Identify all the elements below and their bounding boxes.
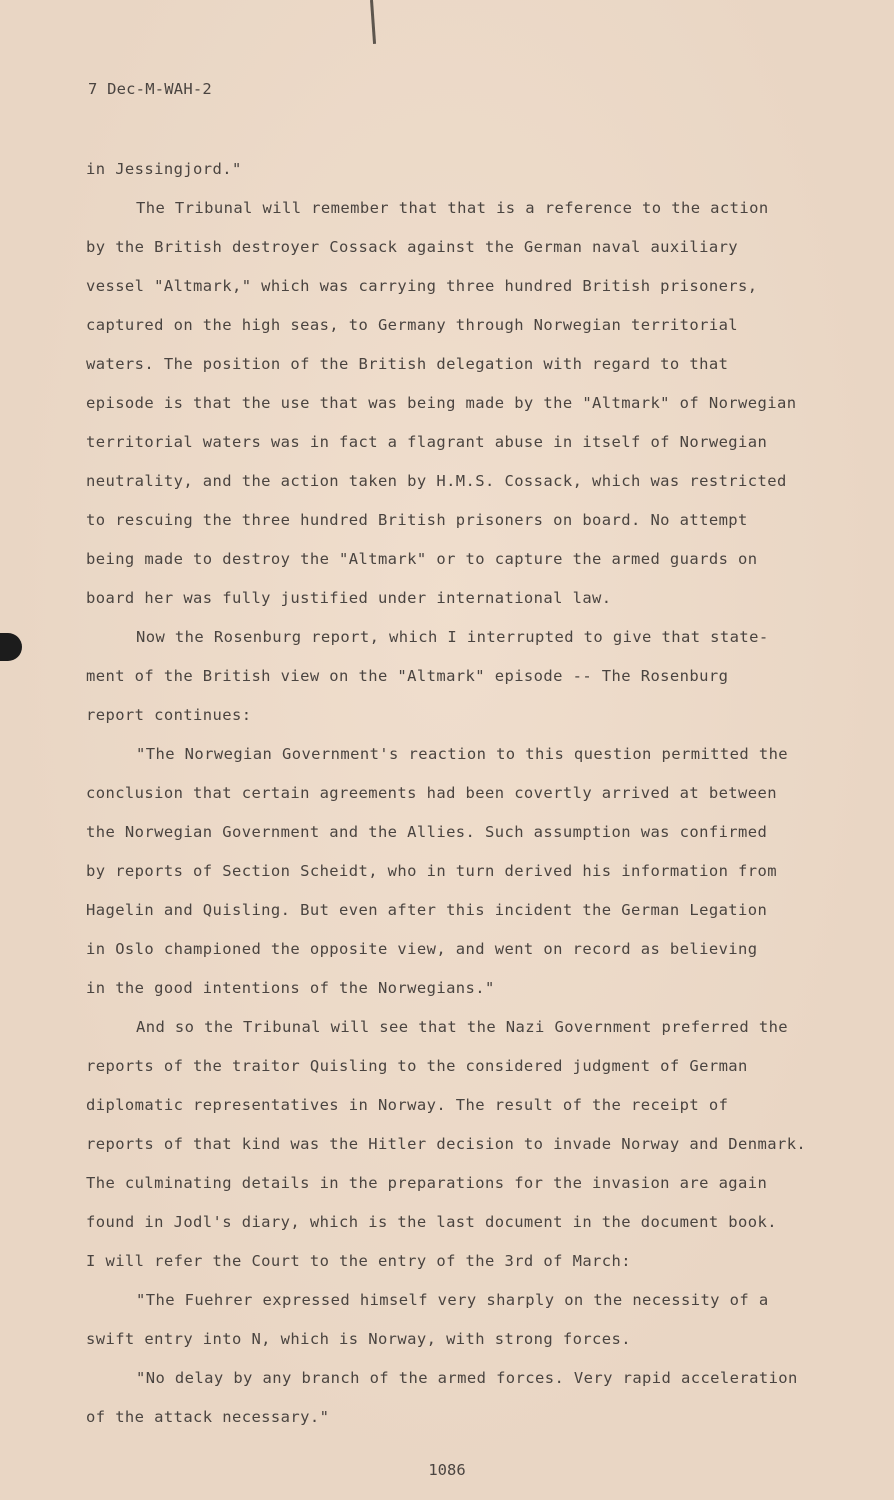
quote-no-delay: "No delay by any branch of the armed forces. Very rapid acceleration of the attack necessary." bbox=[86, 1369, 798, 1426]
binder-hole-mark bbox=[0, 633, 22, 661]
quote-norwegian-government: "The Norwegian Government's reaction to this question permitted the conclusion that certain agreements had been covertly arrived at between the Norwegian Government and the Allies. Such assumption was confirmed by reports of Section Scheidt, who in turn derived his information from Hagelin and Quisling. But even after this incident the German Legation in Oslo championed the opposite view, and went on record as believing in the good intentions of the Norwegians." bbox=[86, 745, 789, 997]
paragraph-nazi-government: And so the Tribunal will see that the Nazi Government preferred the reports of the traitor Quisling to the considered judgment of German diplomatic representatives in Norway. The result of the receipt of reports of that kind was the Hitler decision to invade Norway and Denmark. The culminating details in the preparations for the invasion are again found in Jodl's diary, which is the last document in the document book. I will refer the Court to the entry of the 3rd of March: bbox=[86, 1018, 807, 1270]
paragraph-continuation: in Jessingjord." bbox=[86, 160, 242, 178]
paragraph-altmark-reference: The Tribunal will remember that that is a reference to the action by the British destroyer Cossack against the German naval auxiliary vessel "Altmark," which was carrying three hundred British prisoners, captured on the high seas, to Germany through Norwegian territorial waters. The position of the British delegation with regard to that episode is that the use that was being made by the "Altmark" of Norwegian territorial waters was in fact a flagrant abuse in itself of Norwegian neutrality, and the action taken by H.M.S. Cossack, which was restricted to rescuing the three hundred British prisoners on board. No attempt being made to destroy the "Altmark" or to capture the armed guards on board her was fully justified under international law. bbox=[86, 199, 797, 607]
quote-fuehrer: "The Fuehrer expressed himself very sharply on the necessity of a swift entry into N, which is Norway, with strong forces. bbox=[86, 1291, 769, 1348]
pencil-tick-mark bbox=[370, 0, 376, 44]
page-number: 1086 bbox=[428, 1461, 466, 1479]
document-body bbox=[86, 150, 826, 1437]
document-id: 7 Dec-M-WAH-2 bbox=[88, 80, 212, 98]
paragraph-rosenburg-report: Now the Rosenburg report, which I interrupted to give that state- ment of the British view on the "Altmark" episode -- The Rosenburg report continues: bbox=[86, 628, 769, 724]
